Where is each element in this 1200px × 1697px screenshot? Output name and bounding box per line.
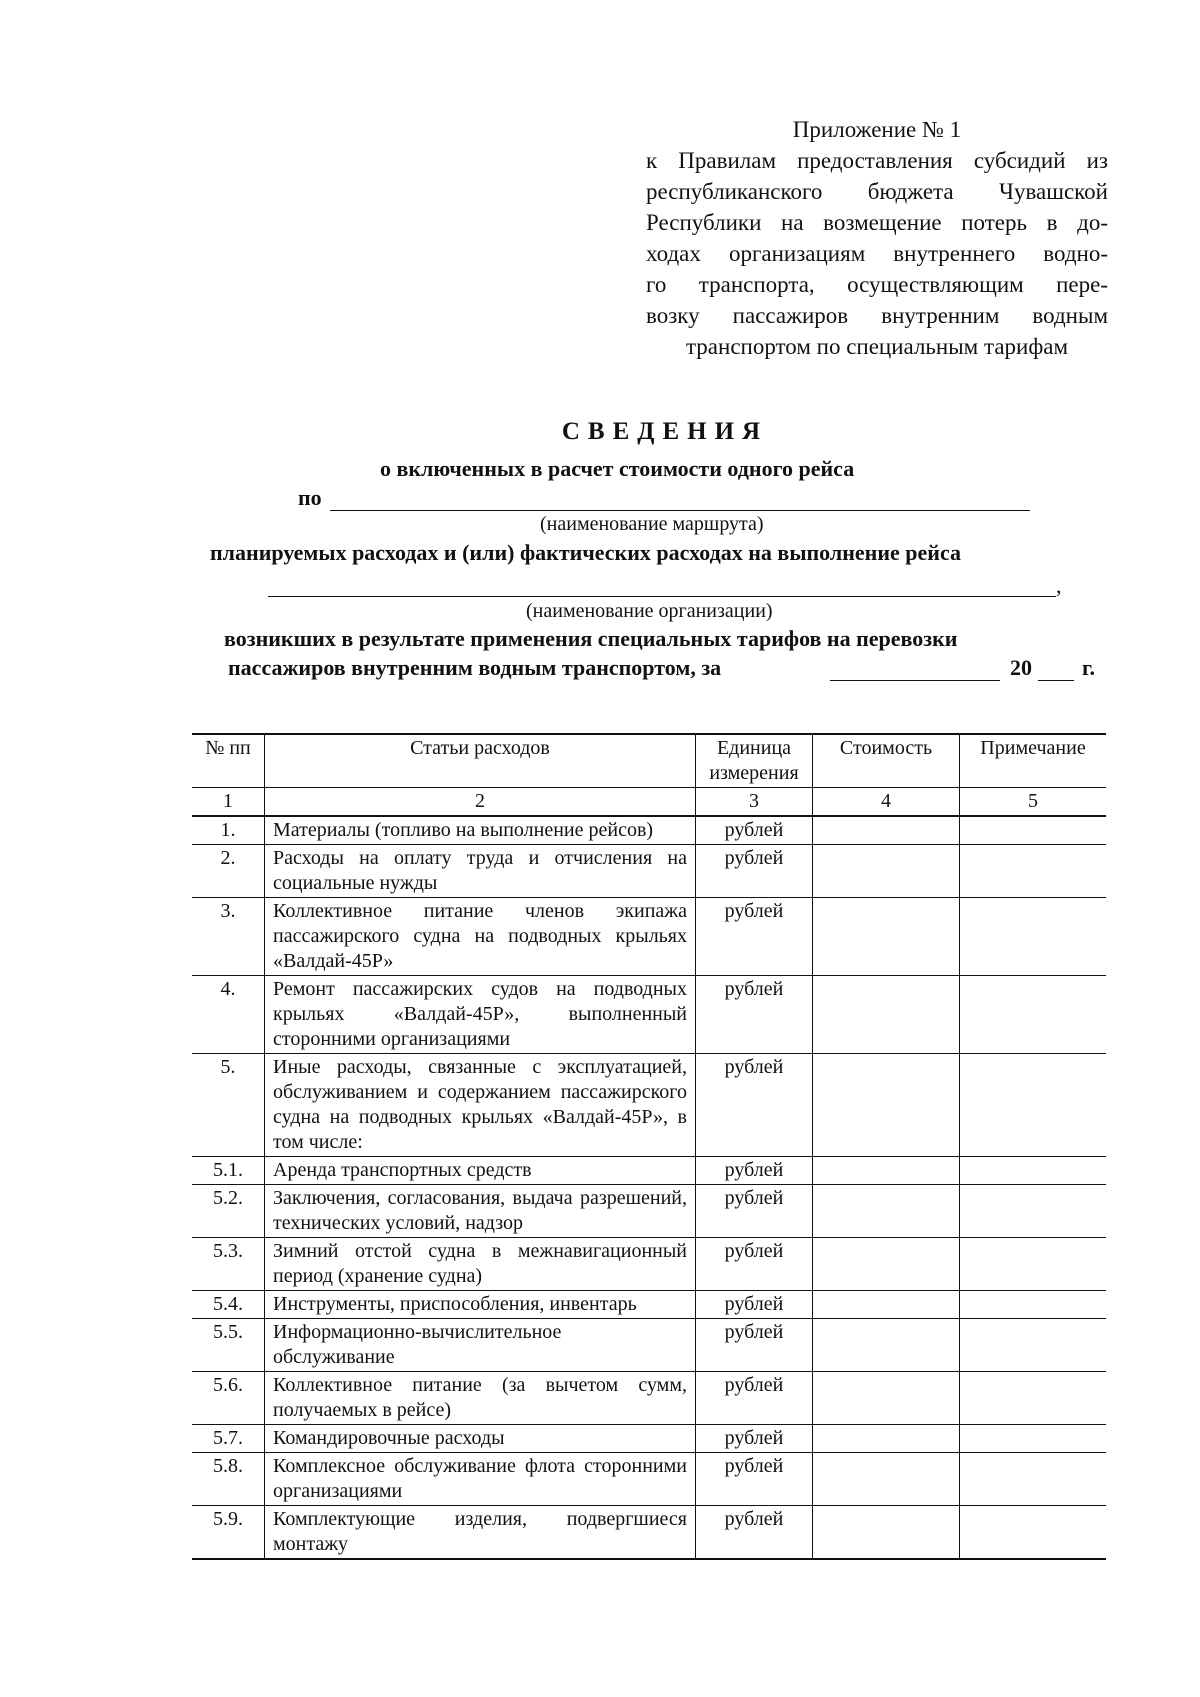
- row-number: 5.4.: [192, 1291, 265, 1319]
- row-cost-cell[interactable]: [813, 1238, 960, 1291]
- row-number: 5.6.: [192, 1372, 265, 1425]
- appendix-block: [646, 114, 1108, 362]
- table-row: [192, 816, 1106, 845]
- row-unit: рублей: [696, 898, 813, 976]
- row-unit: рублей: [696, 1319, 813, 1372]
- row-unit: рублей: [696, 1372, 813, 1425]
- table-row: [192, 1157, 1106, 1185]
- row-number: 4.: [192, 976, 265, 1054]
- heading-comma: ,: [1056, 573, 1062, 598]
- row-unit: рублей: [696, 1291, 813, 1319]
- row-expense-item: Иные расходы, связанные с эксплуатацией, обслуживанием и содержанием пассажирского судна на подводных крыльях «Валдай-45Р», в том числе:: [265, 1054, 696, 1157]
- row-number: 5.8.: [192, 1453, 265, 1506]
- row-note-cell[interactable]: [960, 816, 1107, 845]
- route-name-hint: (наименование маршрута): [540, 513, 764, 535]
- row-expense-item: Материалы (топливо на выполнение рейсов): [265, 816, 696, 845]
- row-note-cell[interactable]: [960, 1238, 1107, 1291]
- row-cost-cell[interactable]: [813, 1506, 960, 1560]
- header-unit: Единица измерения: [696, 734, 813, 788]
- table-header-row: [192, 734, 1106, 788]
- row-expense-item: Информационно-вычислительное обслуживание: [265, 1319, 696, 1372]
- row-note-cell[interactable]: [960, 898, 1107, 976]
- row-note-cell[interactable]: [960, 1319, 1107, 1372]
- row-note-cell[interactable]: [960, 845, 1107, 898]
- appendix-line: ходах организациям внутреннего водно-: [646, 241, 1108, 266]
- appendix-line: возку пассажиров внутренним водным: [646, 303, 1108, 328]
- row-note-cell[interactable]: [960, 1291, 1107, 1319]
- row-cost-cell[interactable]: [813, 898, 960, 976]
- period-field[interactable]: [830, 656, 1000, 681]
- row-note-cell[interactable]: [960, 1157, 1107, 1185]
- row-expense-item: Коллективное питание членов экипажа пассажирского судна на подводных крыльях «Валдай-45Р»: [265, 898, 696, 976]
- row-number: 1.: [192, 816, 265, 845]
- row-note-cell[interactable]: [960, 976, 1107, 1054]
- row-cost-cell[interactable]: [813, 1291, 960, 1319]
- row-note-cell[interactable]: [960, 1372, 1107, 1425]
- row-expense-item: Инструменты, приспособления, инвентарь: [265, 1291, 696, 1319]
- row-unit: рублей: [696, 1425, 813, 1453]
- row-number: 5.3.: [192, 1238, 265, 1291]
- year-prefix: 20: [1010, 655, 1032, 680]
- row-note-cell[interactable]: [960, 1054, 1107, 1157]
- route-name-field[interactable]: [330, 486, 1030, 511]
- header-note: Примечание: [960, 734, 1107, 788]
- row-unit: рублей: [696, 1238, 813, 1291]
- table-row: [192, 1291, 1106, 1319]
- row-cost-cell[interactable]: [813, 1054, 960, 1157]
- appendix-line: го транспорта, осуществляющим пере-: [646, 272, 1108, 297]
- table-row: [192, 845, 1106, 898]
- row-expense-item: Комплексное обслуживание флота сторонними организациями: [265, 1453, 696, 1506]
- table-row: [192, 1185, 1106, 1238]
- row-cost-cell[interactable]: [813, 976, 960, 1054]
- costs-table: [192, 733, 1106, 1560]
- row-expense-item: Комплектующие изделия, подвергшиеся монтажу: [265, 1506, 696, 1560]
- row-cost-cell[interactable]: [813, 816, 960, 845]
- year-field[interactable]: [1038, 656, 1074, 681]
- row-cost-cell[interactable]: [813, 1185, 960, 1238]
- row-number: 5.9.: [192, 1506, 265, 1560]
- appendix-title: Приложение № 1: [792, 117, 962, 142]
- appendix-line: к Правилам предоставления субсидий из: [646, 148, 1108, 173]
- table-row: [192, 1372, 1106, 1425]
- row-unit: рублей: [696, 1157, 813, 1185]
- table-row: [192, 1425, 1106, 1453]
- heading-line-3: возникших в результате применения специальных тарифов на перевозки: [224, 626, 958, 651]
- row-number: 5.1.: [192, 1157, 265, 1185]
- table-row: [192, 1506, 1106, 1560]
- row-expense-item: Командировочные расходы: [265, 1425, 696, 1453]
- row-expense-item: Заключения, согласования, выдача разрешений, технических условий, надзор: [265, 1185, 696, 1238]
- cost-rows: [192, 816, 1106, 1559]
- column-number: 1: [192, 788, 265, 817]
- row-cost-cell[interactable]: [813, 845, 960, 898]
- table-row: [192, 1238, 1106, 1291]
- row-cost-cell[interactable]: [813, 1453, 960, 1506]
- row-expense-item: Зимний отстой судна в межнавигационный период (хранение судна): [265, 1238, 696, 1291]
- row-cost-cell[interactable]: [813, 1319, 960, 1372]
- row-note-cell[interactable]: [960, 1185, 1107, 1238]
- column-number-row: [192, 788, 1106, 817]
- appendix-line: республиканского бюджета Чувашской: [646, 179, 1108, 204]
- appendix-line: транспортом по специальным тарифам: [685, 334, 1069, 359]
- row-cost-cell[interactable]: [813, 1425, 960, 1453]
- row-unit: рублей: [696, 1453, 813, 1506]
- row-unit: рублей: [696, 1054, 813, 1157]
- column-number: 5: [960, 788, 1107, 817]
- row-unit: рублей: [696, 845, 813, 898]
- row-note-cell[interactable]: [960, 1453, 1107, 1506]
- header-cost: Стоимость: [813, 734, 960, 788]
- row-expense-item: Расходы на оплату труда и отчисления на социальные нужды: [265, 845, 696, 898]
- row-note-cell[interactable]: [960, 1425, 1107, 1453]
- organization-name-hint: (наименование организации): [526, 600, 773, 622]
- column-number: 4: [813, 788, 960, 817]
- row-number: 5.5.: [192, 1319, 265, 1372]
- heading-line-4: пассажиров внутренним водным транспортом, за: [228, 655, 722, 680]
- row-number: 5.7.: [192, 1425, 265, 1453]
- row-cost-cell[interactable]: [813, 1157, 960, 1185]
- row-number: 5.2.: [192, 1185, 265, 1238]
- row-expense-item: Ремонт пассажирских судов на подводных крыльях «Валдай-45Р», выполненный сторонними организациями: [265, 976, 696, 1054]
- appendix-line: Республики на возмещение потерь в до-: [646, 210, 1108, 235]
- row-expense-item: Коллективное питание (за вычетом сумм, получаемых в рейсе): [265, 1372, 696, 1425]
- header-item: Статьи расходов: [265, 734, 696, 788]
- column-number: 2: [265, 788, 696, 817]
- row-number: 3.: [192, 898, 265, 976]
- header-num: № пп: [192, 734, 265, 788]
- table-row: [192, 976, 1106, 1054]
- heading-line-2: планируемых расходах и (или) фактических расходах на выполнение рейса: [210, 540, 961, 565]
- row-unit: рублей: [696, 976, 813, 1054]
- organization-name-field[interactable]: [268, 572, 1056, 597]
- row-cost-cell[interactable]: [813, 1372, 960, 1425]
- row-number: 2.: [192, 845, 265, 898]
- heading-line-1: о включенных в расчет стоимости одного рейса: [380, 456, 855, 481]
- table-row: [192, 1054, 1106, 1157]
- row-unit: рублей: [696, 1185, 813, 1238]
- row-unit: рублей: [696, 1506, 813, 1560]
- row-note-cell[interactable]: [960, 1506, 1107, 1560]
- year-suffix: г.: [1082, 655, 1096, 680]
- column-number: 3: [696, 788, 813, 817]
- table-row: [192, 898, 1106, 976]
- row-unit: рублей: [696, 816, 813, 845]
- table-row: [192, 1453, 1106, 1506]
- row-expense-item: Аренда транспортных средств: [265, 1157, 696, 1185]
- document-title: СВЕДЕНИЯ: [561, 418, 769, 445]
- row-number: 5.: [192, 1054, 265, 1157]
- heading-po: по: [298, 485, 322, 510]
- table-row: [192, 1319, 1106, 1372]
